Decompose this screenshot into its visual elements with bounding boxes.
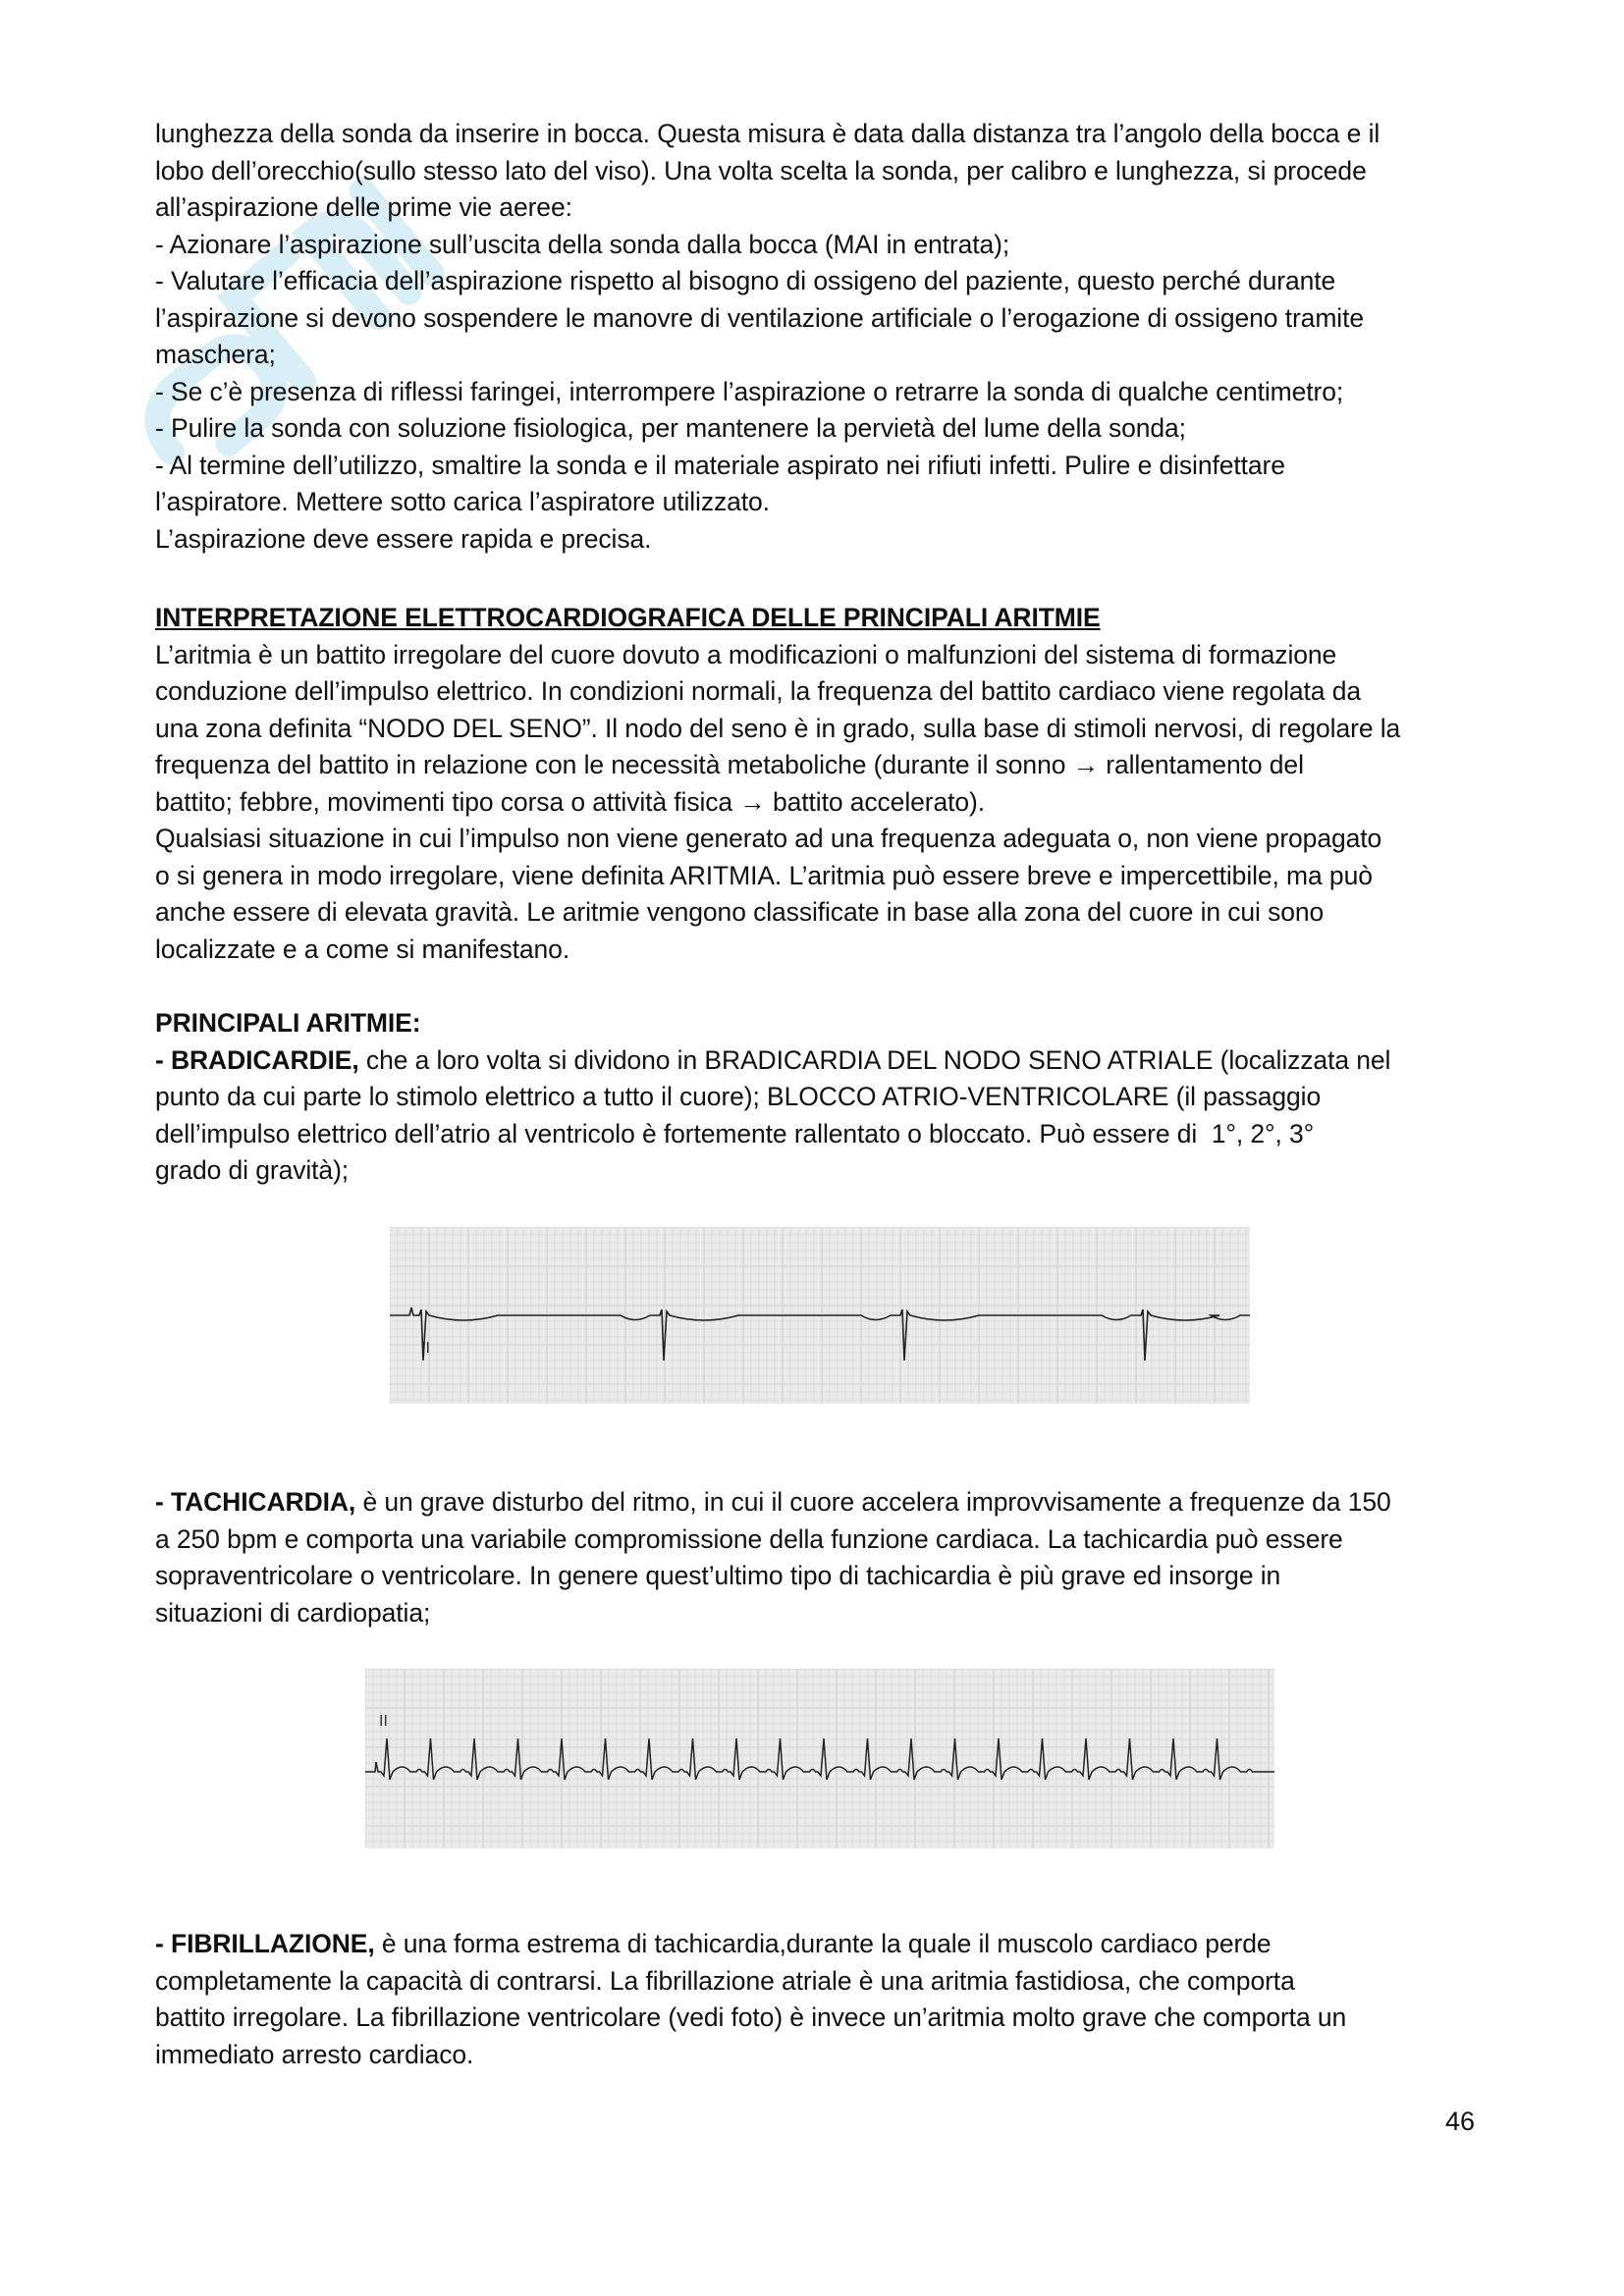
fibrillazione-first-line-text: è una forma estrema di tachicardia,durante la quale il muscolo cardiaco perde xyxy=(374,1929,1272,1958)
ecg-lead-label: II xyxy=(421,1340,430,1357)
ecg-grid xyxy=(365,1669,1274,1848)
section-line: battito; febbre, movimenti tipo corsa o attività fisica → battito accelerato). xyxy=(155,786,986,817)
bradicardie-line: grado di gravità); xyxy=(155,1155,350,1185)
principali-title: PRINCIPALI ARITMIE: xyxy=(155,1008,421,1038)
bradicardie-line: punto da cui parte lo stimolo elettrico a tutto il cuore); BLOCCO ATRIO-VENTRICOLARE (il passaggio xyxy=(155,1082,1322,1111)
intro-text xyxy=(155,116,1471,558)
intro-line: maschera; xyxy=(155,340,276,369)
tachicardia-block xyxy=(155,1484,1471,1631)
ecg-bradicardia-image xyxy=(390,1227,1250,1404)
intro-line: lunghezza della sonda da inserire in bocca. Questa misura è data dalla distanza tra l’angolo della bocca e il xyxy=(155,119,1380,148)
ecg-bradicardia-trace xyxy=(390,1227,1250,1404)
bradicardie-first-line-text: che a loro volta si dividono in BRADICARDIA DEL NODO SENO ATRIALE (localizzata nel xyxy=(358,1044,1391,1075)
ecg-tachicardia-waveform xyxy=(365,1738,1274,1780)
page-number: 46 xyxy=(1445,2107,1476,2136)
bradicardie-block xyxy=(155,1005,1471,1190)
bradicardie-first-line xyxy=(155,1042,1471,1080)
fibrillazione-block xyxy=(155,1926,1471,2073)
intro-line: - Se c’è presenza di riflessi faringei, interrompere l’aspirazione o retrarre la sonda di qualche centimetro; xyxy=(155,376,1344,406)
section-line: conduzione dell’impulso elettrico. In condizioni normali, la frequenza del battito cardiaco viene regolata da xyxy=(155,676,1361,706)
intro-line: - Valutare l’efficacia dell’aspirazione rispetto al bisogno di ossigeno del paziente, questo perché durante xyxy=(155,266,1336,295)
arrhythmia-section xyxy=(155,600,1471,968)
intro-line: - Azionare l’aspirazione sull’uscita della sonda dalla bocca (MAI in entrata); xyxy=(155,229,1010,259)
ecg-tachicardia-image xyxy=(365,1669,1274,1848)
intro-line: l’aspiratore. Mettere sotto carica l’aspiratore utilizzato. xyxy=(155,487,770,516)
fibrillazione-line: battito irregolare. La fibrillazione ventricolare (vedi foto) è invece un’aritmia molto grave che comporta un xyxy=(155,2002,1347,2032)
tachicardia-line: sopraventricolare o ventricolare. In genere quest’ultimo tipo di tachicardia è più grave ed insorge in xyxy=(155,1561,1281,1590)
fibrillazione-line: immediato arresto cardiaco. xyxy=(155,2039,474,2069)
section-line: o si genera in modo irregolare, viene definita ARITMIA. L’aritmia può essere breve e impercettibile, ma può xyxy=(155,860,1373,890)
section-line: una zona definita “NODO DEL SENO”. Il nodo del seno è in grado, sulla base di stimoli nervosi, di regolare la xyxy=(155,713,1401,743)
bradicardie-label: - BRADICARDIE, xyxy=(155,1044,359,1075)
intro-line: - Al termine dell’utilizzo, smaltire la sonda e il materiale aspirato nei rifiuti infetti. Pulire e disinfettare xyxy=(155,450,1285,480)
tachicardia-first-line xyxy=(155,1484,1471,1522)
section-line: anche essere di elevata gravità. Le aritmie vengono classificate in base alla zona del cuore in cui sono xyxy=(155,897,1325,927)
fibrillazione-first-line xyxy=(155,1926,1471,1963)
intro-line: - Pulire la sonda con soluzione fisiologica, per mantenere la pervietà del lume della sonda; xyxy=(155,413,1186,443)
fibrillazione-line: completamente la capacità di contrarsi. La fibrillazione atriale è una aritmia fastidiosa, che comporta xyxy=(155,1965,1295,1996)
section-title: INTERPRETAZIONE ELETTROCARDIOGRAFICA DELLE PRINCIPALI ARITMIE xyxy=(155,603,1101,632)
intro-line: all’aspirazione delle prime vie aeree: xyxy=(155,192,572,222)
section-line: frequenza del battito in relazione con le necessità metaboliche (durante il sonno → rallentamento del xyxy=(155,750,1304,779)
tachicardia-first-line-text: è un grave disturbo del ritmo, in cui il cuore accelera improvvisamente a frequenze da 150 xyxy=(355,1487,1391,1517)
intro-line: L’aspirazione deve essere rapida e precisa. xyxy=(155,523,652,554)
intro-line: l’aspirazione si devono sospendere le manovre di ventilazione artificiale o l’erogazione di ossigeno tramite xyxy=(155,302,1364,333)
ecg-tachicardia-trace xyxy=(365,1669,1274,1848)
tachicardia-line: a 250 bpm e comporta una variabile compromissione della funzione cardiaca. La tachicardia può essere xyxy=(155,1523,1343,1554)
ecg-lead-label: II xyxy=(379,1713,388,1730)
fibrillazione-label: - FIBRILLAZIONE, xyxy=(155,1929,375,1958)
bradicardie-line: dell’impulso elettrico dell’atrio al ventricolo è fortemente rallentato o bloccato. Può essere di 1°, 2°, 3° xyxy=(155,1118,1315,1148)
intro-line: lobo dell’orecchio(sullo stesso lato del viso). Una volta scelta la sonda, per calibro e lunghezza, si procede xyxy=(155,155,1367,186)
tachicardia-label: - TACHICARDIA, xyxy=(155,1487,356,1517)
section-line: Qualsiasi situazione in cui l’impulso non viene generato ad una frequenza adeguata o, non viene propagato xyxy=(155,824,1382,853)
section-line: localizzate e a come si manifestano. xyxy=(155,934,570,964)
tachicardia-line: situazioni di cardiopatia; xyxy=(155,1597,431,1628)
section-line: L’aritmia è un battito irregolare del cuore dovuto a modificazioni o malfunzioni del sistema di formazione xyxy=(155,639,1337,669)
